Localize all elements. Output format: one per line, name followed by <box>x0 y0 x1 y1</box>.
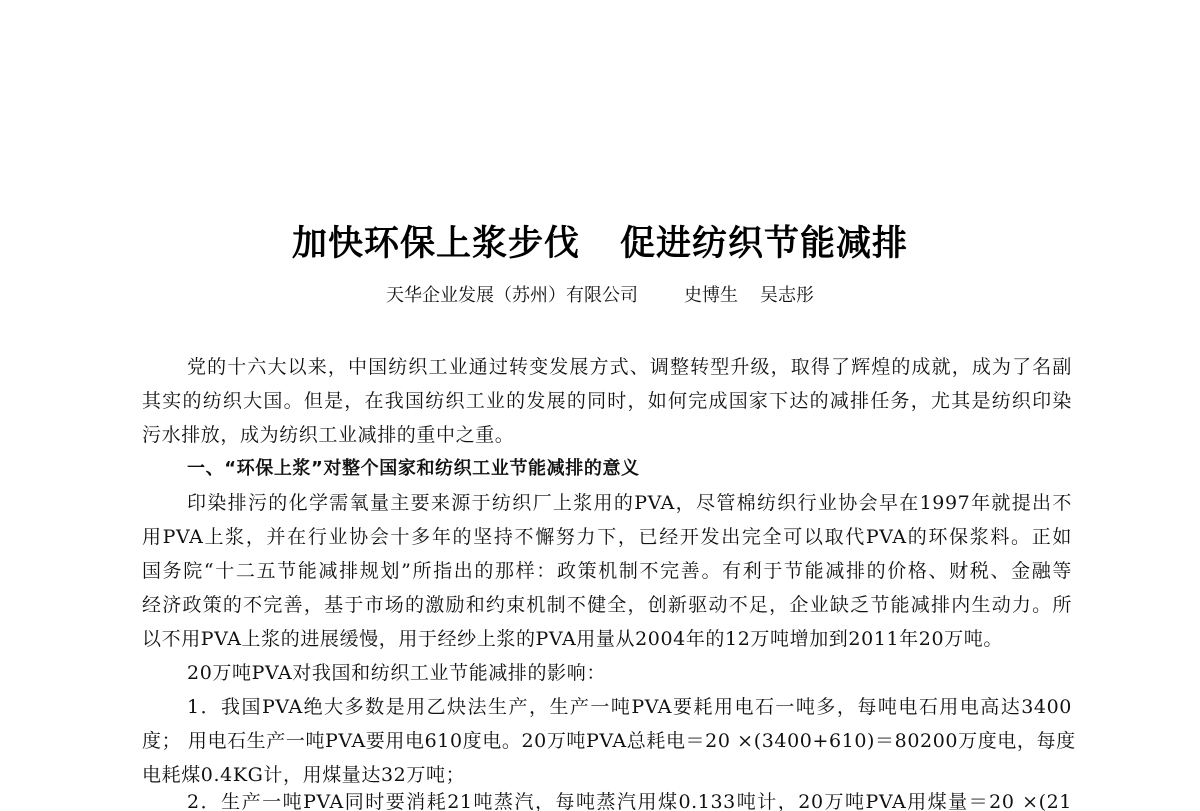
author-1: 史博生 <box>684 285 738 306</box>
company-name: 天华企业发展（苏州）有限公司 <box>386 285 638 306</box>
paragraph-5-line-1: 2．生产一吨PVA同时要消耗21吨蒸汽，每吨蒸汽用煤0.133吨计，20万吨PVA用煤量＝20 ×(21 <box>187 791 1072 811</box>
paragraph-4-line-1: 1．我国PVA绝大多数是用乙炔法生产，生产一吨PVA要耗用电石一吨多，每吨电石用电高达3400 <box>187 696 1072 718</box>
section-heading-1: 一、“环保上浆”对整个国家和纺织工业节能减排的意义 <box>187 458 640 479</box>
paragraph-2-line-4: 经济政策的不完善，基于市场的激励和约束机制不健全，创新驱动不足，企业缺乏节能减排内生动力。所 <box>142 594 1072 616</box>
paragraph-2-line-5: 以不用PVA上浆的进展缓慢，用于经纱上浆的PVA用量从2004年的12万吨增加到2011年20万吨。 <box>142 628 1003 650</box>
title-part-2: 促进纺织节能减排 <box>620 224 909 264</box>
article-title <box>0 216 1200 266</box>
paragraph-4-line-2: 度； 用电石生产一吨PVA要用电610度电。20万吨PVA总耗电＝20 ×(3400+610)＝80200万度电，每度 <box>142 730 1076 752</box>
paragraph-4-line-3: 电耗煤0.4KG计，用煤量达32万吨； <box>142 764 466 786</box>
paragraph-1-line-1: 党的十六大以来，中国纺织工业通过转变发展方式、调整转型升级，取得了辉煌的成就，成为了名副 <box>187 356 1072 378</box>
byline <box>0 281 1200 307</box>
paragraph-2-line-1: 印染排污的化学需氧量主要来源于纺织厂上浆用的PVA，尽管棉纺织行业协会早在1997年就提出不 <box>187 492 1072 514</box>
title-part-1: 加快环保上浆步伐 <box>291 224 580 264</box>
paragraph-3-line-1: 20万吨PVA对我国和纺织工业节能减排的影响： <box>187 662 606 684</box>
paragraph-2-line-2: 用PVA上浆，并在行业协会十多年的坚持不懈努力下，已经开发出完全可以取代PVA的环保浆料。正如 <box>142 526 1072 548</box>
paragraph-2-line-3: 国务院“十二五节能减排规划”所指出的那样：政策机制不完善。有利于节能减排的价格、财税、金融等 <box>142 560 1072 582</box>
author-2: 吴志彤 <box>760 285 814 306</box>
paragraph-1-line-3: 污水排放，成为纺织工业减排的重中之重。 <box>142 424 515 446</box>
paragraph-1-line-2: 其实的纺织大国。但是，在我国纺织工业的发展的同时，如何完成国家下达的减排任务，尤其是纺织印染 <box>142 390 1072 412</box>
